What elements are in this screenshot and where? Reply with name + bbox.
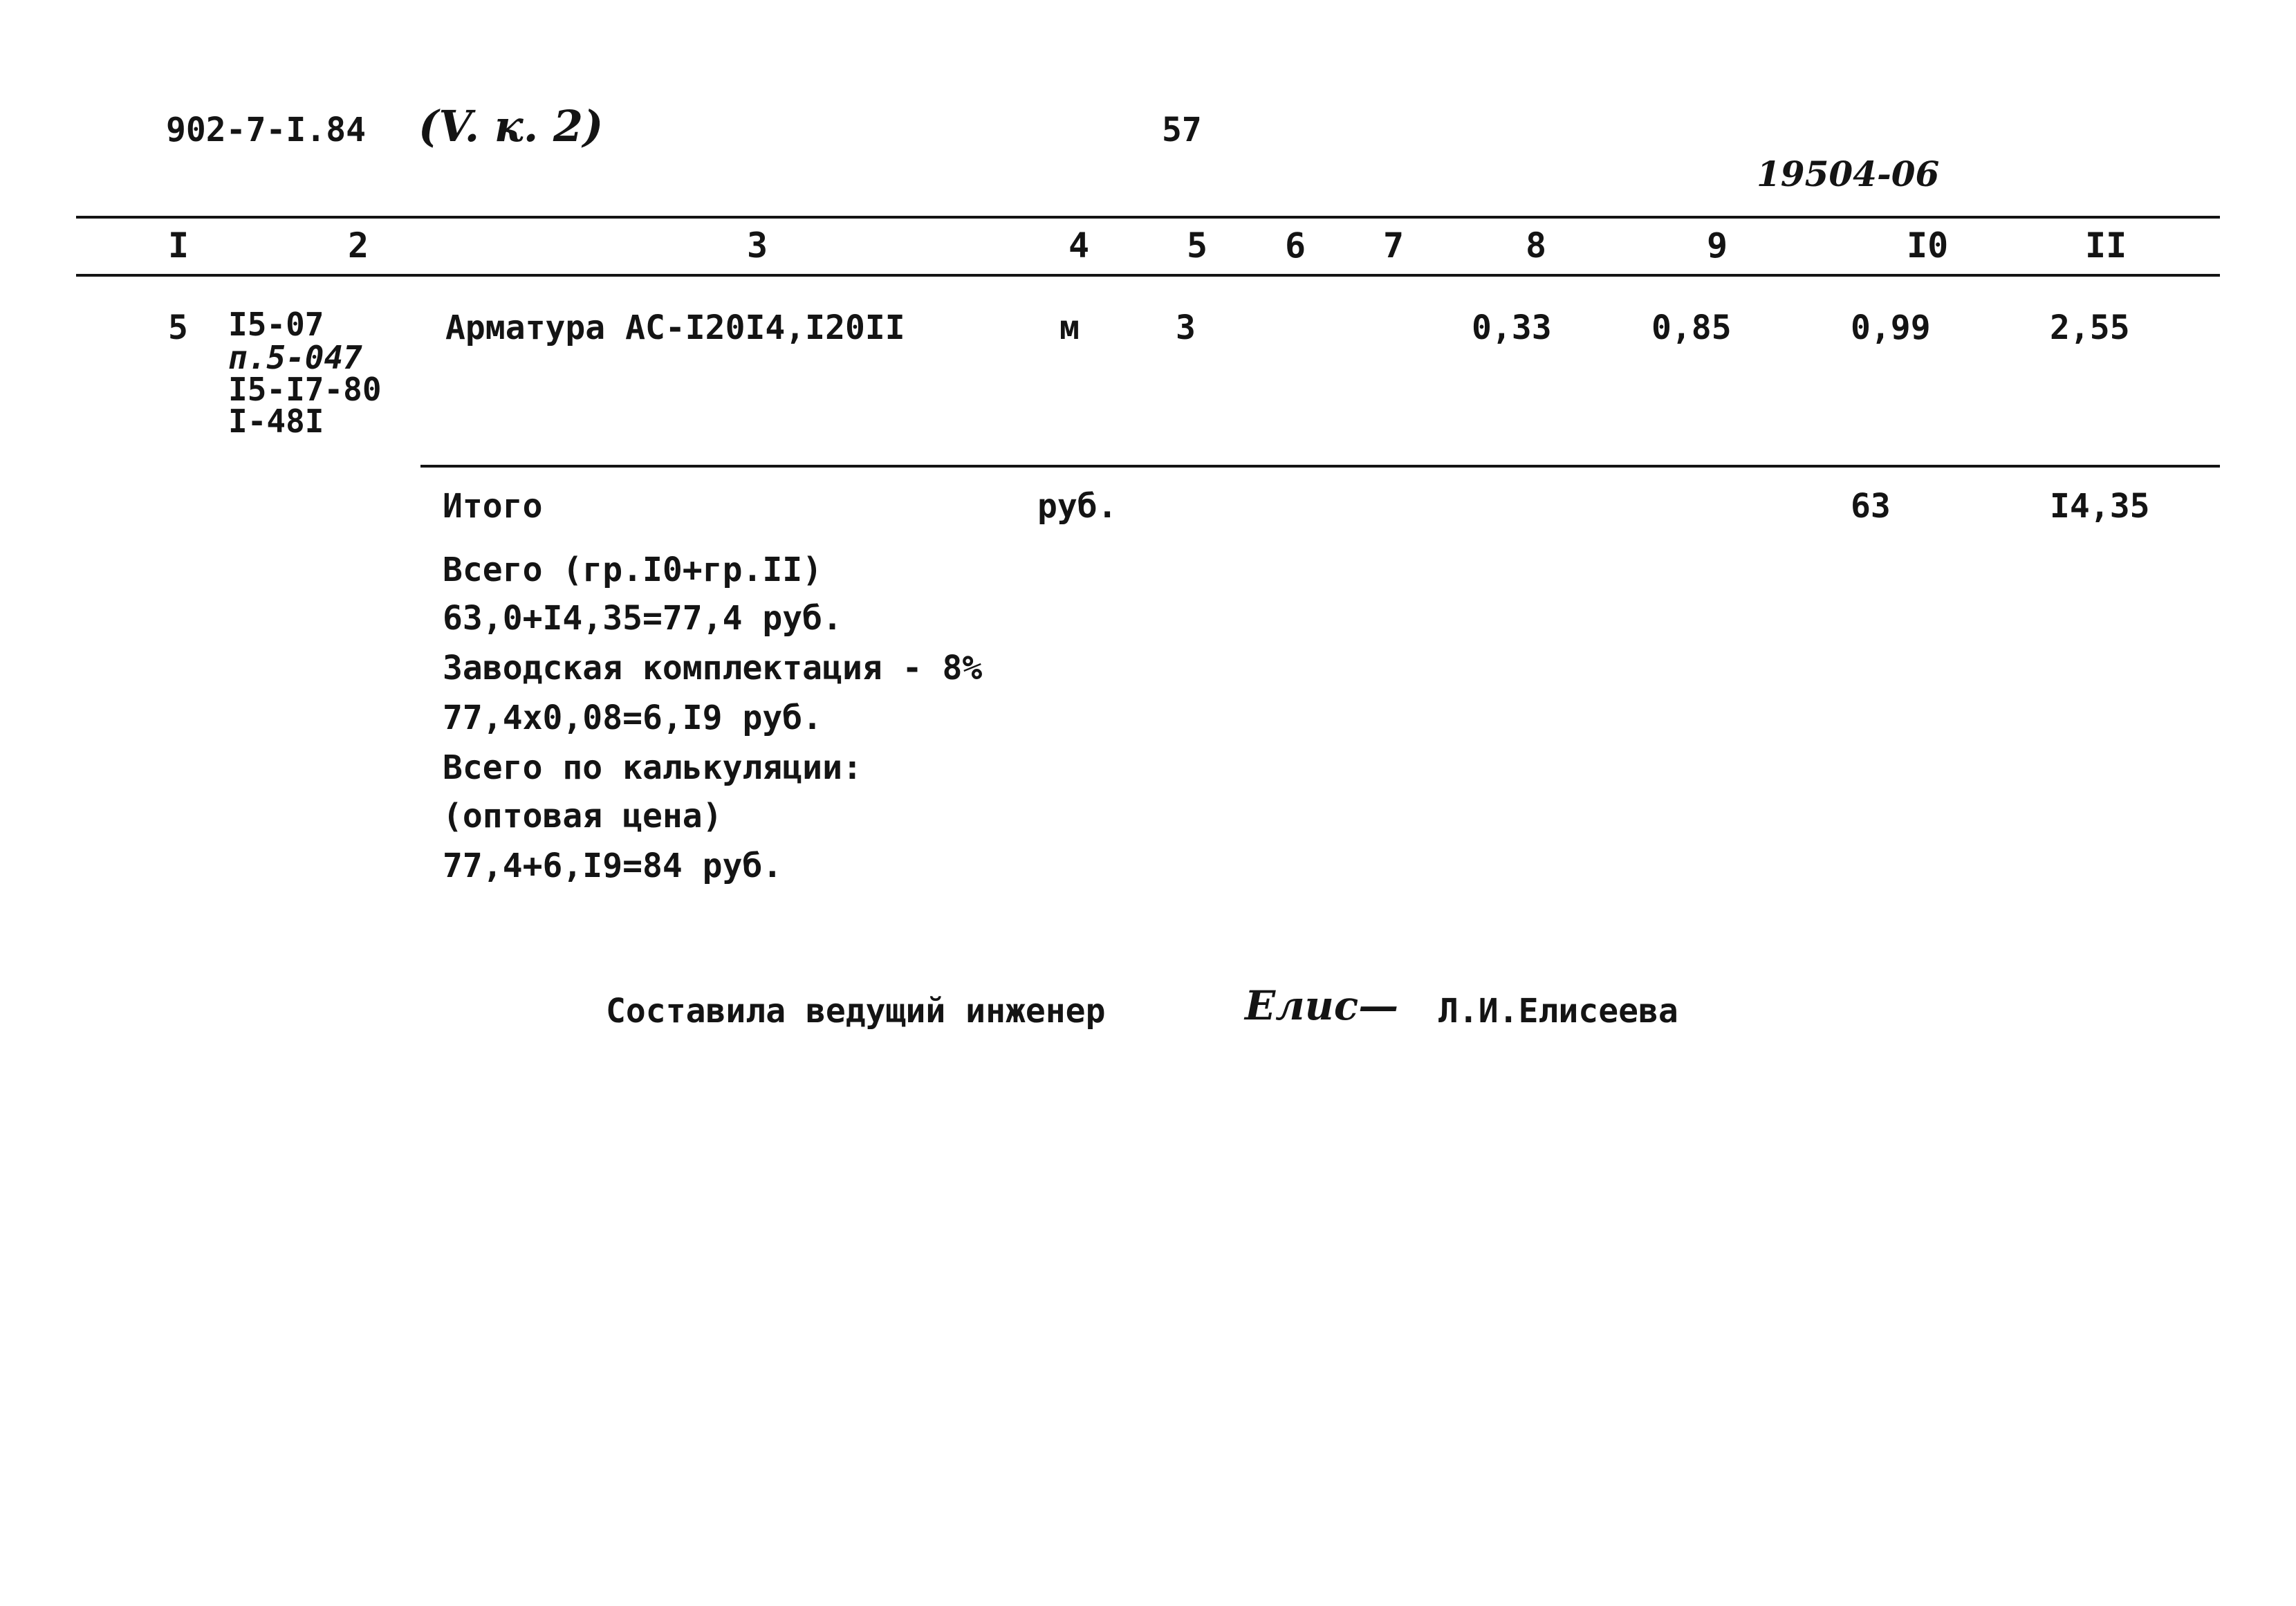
table-header-bottom-rule xyxy=(76,274,2220,277)
row-code-4: I-48I xyxy=(228,403,324,440)
row-col11: 2,55 xyxy=(2050,308,2130,347)
row-code-1: I5-07 xyxy=(228,306,324,343)
row-quantity: 3 xyxy=(1176,308,1196,347)
total-unit: руб. xyxy=(1037,487,1118,526)
total-col10: 63 xyxy=(1851,487,1891,526)
column-header-4: 4 xyxy=(1068,225,1090,266)
column-header-1: I xyxy=(168,225,189,266)
calc-line-2: 63,0+I4,35=77,4 руб. xyxy=(443,599,842,638)
page-number: 57 xyxy=(1162,111,1202,149)
inventory-number: 19504-06 xyxy=(1757,154,1940,194)
column-header-10: I0 xyxy=(1907,225,1949,266)
row-col10: 0,99 xyxy=(1851,308,1931,347)
handwritten-note: (V. к. 2) xyxy=(418,101,604,151)
row-code-2: п.5-047 xyxy=(228,339,362,376)
calc-line-1: Всего (гр.I0+гр.II) xyxy=(443,551,823,589)
column-header-6: 6 xyxy=(1285,225,1306,266)
column-header-7: 7 xyxy=(1383,225,1405,266)
signature: Елис— xyxy=(1245,982,1399,1029)
row-col8: 0,33 xyxy=(1472,308,1552,347)
row-unit: м xyxy=(1059,308,1080,347)
calc-line-7: 77,4+6,I9=84 руб. xyxy=(443,847,783,885)
table-top-rule xyxy=(76,216,2220,219)
column-header-11: II xyxy=(2085,225,2127,266)
row-code-3: I5-I7-80 xyxy=(228,371,382,408)
total-rule xyxy=(420,465,2220,468)
column-header-2: 2 xyxy=(348,225,369,266)
row-col9: 0,85 xyxy=(1651,308,1732,347)
total-col11: I4,35 xyxy=(2050,487,2150,526)
calc-line-4: 77,4х0,08=6,I9 руб. xyxy=(443,699,823,737)
compiled-by-label: Составила ведущий инженер xyxy=(606,992,1106,1031)
row-number: 5 xyxy=(168,308,188,347)
column-header-8: 8 xyxy=(1526,225,1547,266)
column-header-5: 5 xyxy=(1187,225,1208,266)
calc-line-5: Всего по калькуляции: xyxy=(443,748,862,787)
column-header-9: 9 xyxy=(1707,225,1728,266)
calc-line-6: (оптовая цена) xyxy=(443,797,723,836)
column-header-3: 3 xyxy=(747,225,768,266)
document-code: 902-7-I.84 xyxy=(166,111,366,149)
total-label: Итого xyxy=(443,487,543,526)
row-name: Арматура АС-I20I4,I20II xyxy=(445,308,905,347)
calc-line-3: Заводская комплектация - 8% xyxy=(443,649,983,687)
signer-name: Л.И.Елисеева xyxy=(1438,992,1678,1031)
